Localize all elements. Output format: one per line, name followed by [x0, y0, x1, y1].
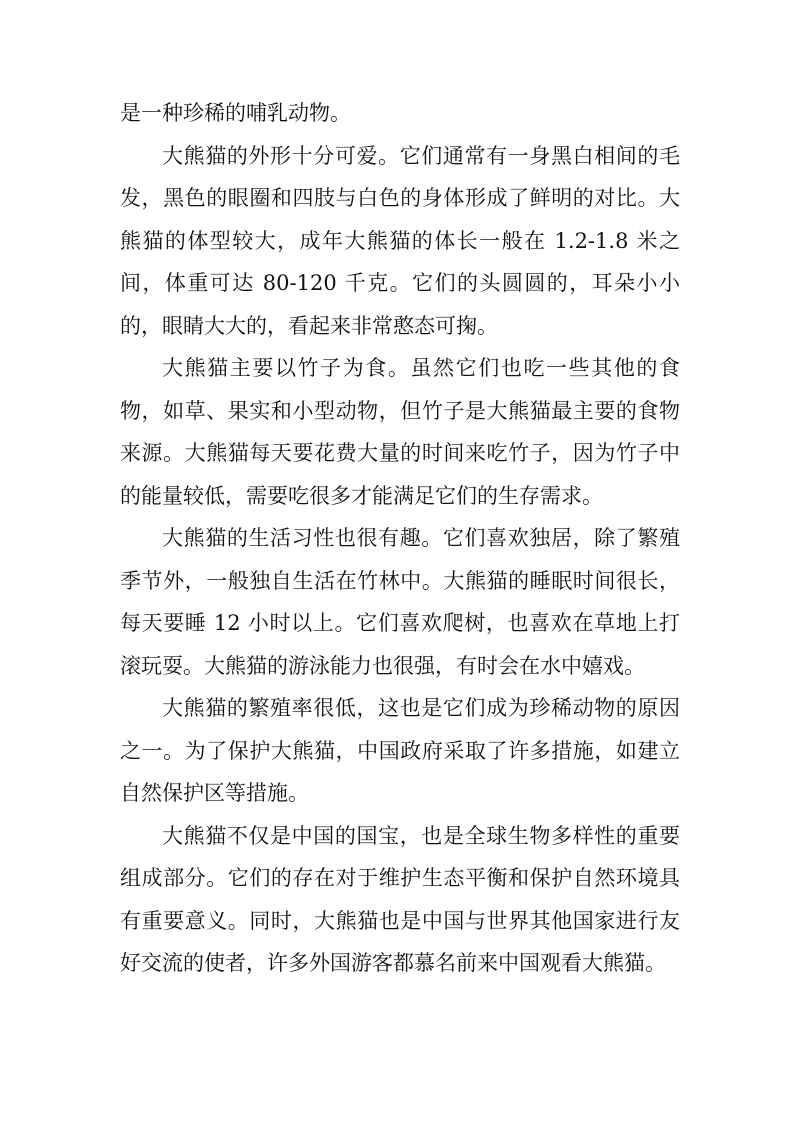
paragraph-habits: 大熊猫的生活习性也很有趣。它们喜欢独居，除了繁殖季节外，一般独自生活在竹林中。大熊猫的睡眠时间很长，每天要睡 12 小时以上。它们喜欢爬树，也喜欢在草地上打滚玩耍。大熊猫的游泳能力也很强，有时会在水中嬉戏。 — [120, 526, 680, 678]
document-body — [120, 92, 680, 985]
paragraph-significance: 大熊猫不仅是中国的国宝，也是全球生物多样性的重要组成部分。它们的存在对于维护生态平衡和保护自然环境具有重要意义。同时，大熊猫也是中国与世界其他国家进行友好交流的使者，许多外国游客都慕名前来中国观看大熊猫。 — [120, 823, 680, 975]
paragraph-reproduction: 大熊猫的繁殖率很低，这也是它们成为珍稀动物的原因之一。为了保护大熊猫，中国政府采取了许多措施，如建立自然保护区等措施。 — [120, 696, 680, 805]
paragraph-continuation: 是一种珍稀的哺乳动物。 — [120, 101, 351, 125]
paragraph-appearance: 大熊猫的外形十分可爱。它们通常有一身黑白相间的毛发，黑色的眼圈和四肢与白色的身体形成了鲜明的对比。大熊猫的体型较大，成年大熊猫的体长一般在 1.2-1.8 米之间，体重可达 80-120 千克。它们的头圆圆的，耳朵小小的，眼睛大大的，看起来非常憨态可掬。 — [120, 143, 680, 338]
paragraph-diet: 大熊猫主要以竹子为食。虽然它们也吃一些其他的食物，如草、果实和小型动物，但竹子是大熊猫最主要的食物来源。大熊猫每天要花费大量的时间来吃竹子，因为竹子中的能量较低，需要吃很多才能满足它们的生存需求。 — [120, 356, 680, 508]
